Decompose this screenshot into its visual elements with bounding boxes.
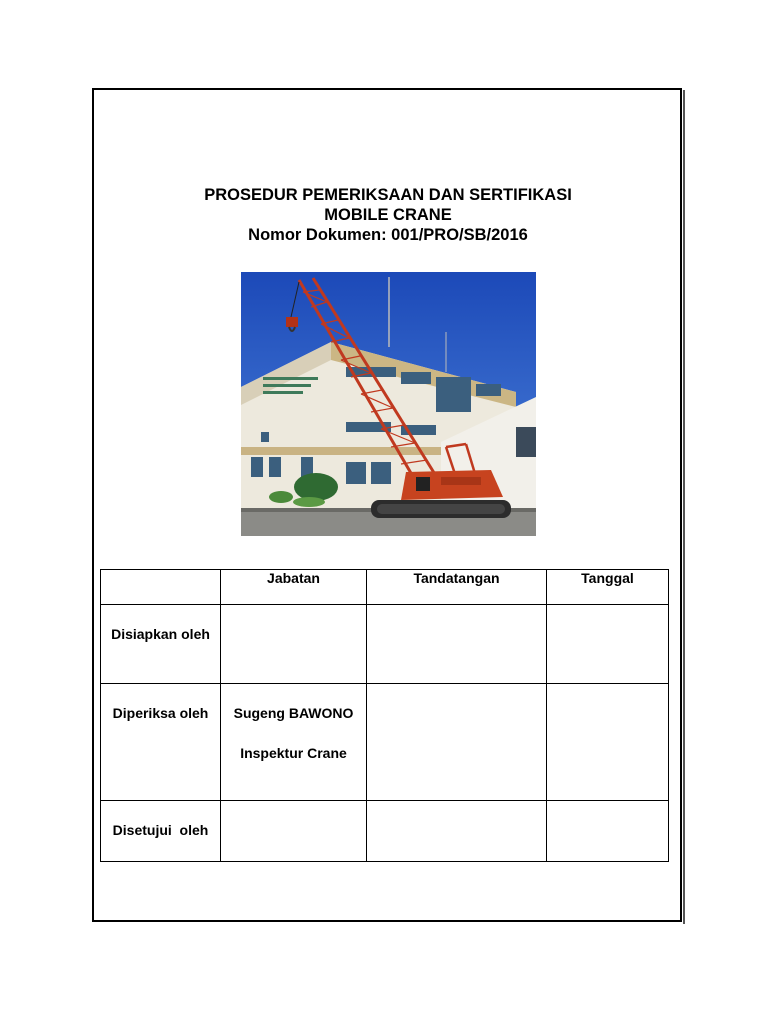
inspector-position: Inspektur Crane [240,745,347,761]
inspector-name: Sugeng BAWONO [233,705,354,721]
signature-cell [367,684,547,801]
document-title-line2: MOBILE CRANE [324,206,452,224]
jabatan-cell [221,605,367,684]
row-label-disiapkan: Disiapkan oleh [101,605,221,684]
jabatan-cell [221,801,367,862]
header-blank [101,570,221,605]
header-tanggal: Tanggal [547,570,669,605]
header-jabatan: Jabatan [221,570,367,605]
crane-photo [241,272,536,536]
date-cell [547,684,669,801]
date-cell [547,605,669,684]
row-label-disetujui: Disetujui oleh [101,801,221,862]
document-title-line1: PROSEDUR PEMERIKSAAN DAN SERTIFIKASI [204,186,572,204]
signature-cell [367,605,547,684]
table-row [101,605,669,684]
jabatan-cell [221,684,367,801]
table-row [101,801,669,862]
document-number: Nomor Dokumen: 001/PRO/SB/2016 [248,226,528,244]
header-tandatangan: Tandatangan [367,570,547,605]
approval-table [100,569,669,862]
table-row [101,684,669,801]
row-label-diperiksa: Diperiksa oleh [101,684,221,801]
approval-table-header [101,570,669,605]
date-cell [547,801,669,862]
signature-cell [367,801,547,862]
